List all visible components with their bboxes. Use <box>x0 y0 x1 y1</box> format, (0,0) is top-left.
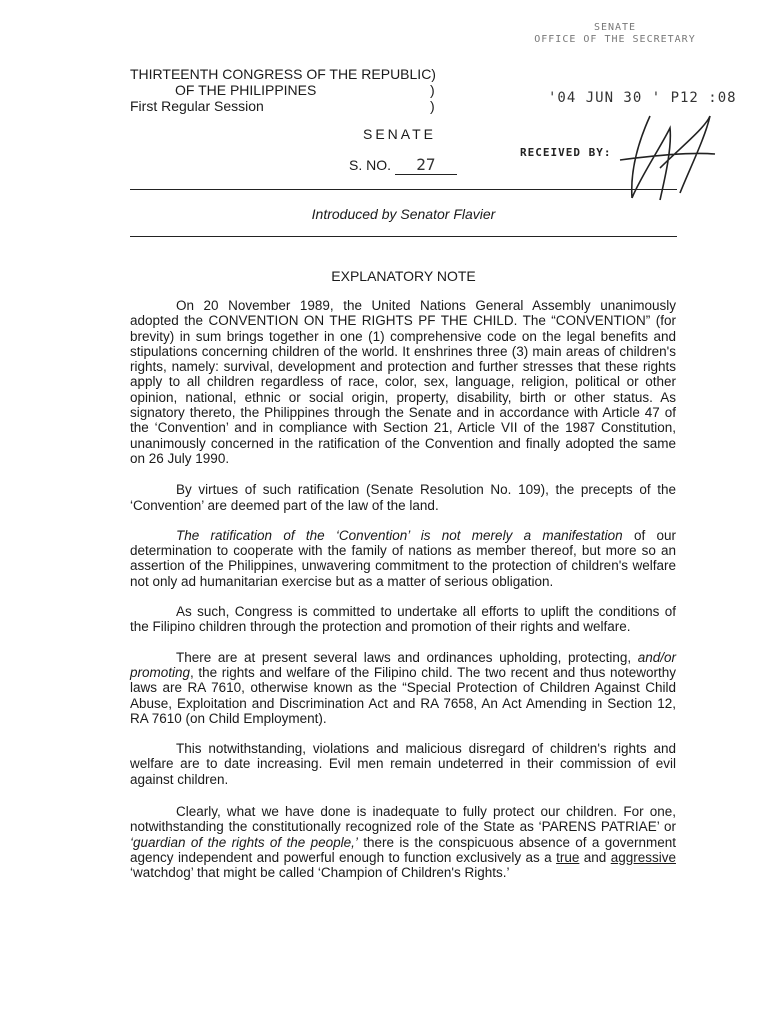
paragraph-3 <box>130 528 676 589</box>
sno-label: S. NO. <box>349 157 392 173</box>
paragraph-5 <box>130 650 676 726</box>
paragraph-7-a: Clearly, what we have done is inadequate to fully protect our children. For one, notwithstanding the constitutionally recognized role of the State as ‘PARENS PATRIAE’ or <box>130 804 676 835</box>
received-by-label: RECEIVED BY: <box>520 146 612 159</box>
paragraph-5-a: There are at present several laws and ordinances upholding, protecting, <box>176 649 638 665</box>
session-line: First Regular Session <box>130 98 264 114</box>
paragraph-4: As such, Congress is committed to undertake all efforts to uplift the conditions of the Filipino children through the protection and promotion of their rights and welfare. <box>130 604 676 635</box>
paragraph-6: This notwithstanding, violations and malicious disregard of children's rights and welfare are to date increasing. Evil men remain undeterred in their commission of evil against children. <box>130 741 676 787</box>
sno-number: 27 <box>395 155 457 175</box>
paragraph-3-rest: of our determination to cooperate with the family of nations as member thereof, but more so an assertion of the Philippines, unwavering commitment to the protection of children's welfare not only ad humanitarian exercise but as a matter of serious obligation. <box>130 527 676 589</box>
senate-bill-number <box>349 155 457 175</box>
paragraph-7-italic: ‘guardian of the rights of the people,’ <box>130 834 358 850</box>
paragraph-3-italic: The ratification of the ‘Convention’ is not merely a manifestation <box>176 527 623 543</box>
paragraph-7-d: ‘watchdog’ that might be called ‘Champion of Children's Rights.’ <box>130 865 510 881</box>
handwritten-signature <box>610 108 720 208</box>
congress-line-2: OF THE PHILIPPINES <box>175 82 317 98</box>
paragraph-1: On 20 November 1989, the United Nations General Assembly unanimously adopted the CONVENTION ON THE RIGHTS PF THE CHILD. The “CONVENTION” (for brevity) in sum brings together in one (1) comprehensive code on the legal benefits and stipulations concerning children of the world. It enshrines three (3) main areas of children's rights, namely: survival, development and protection and further stresses that these rights apply to all children regardless of race, color, sex, language, religion, political or other opinion, national, ethnic or social origin, property, disability, birth or other status. As signatory thereto, the Philippines through the Senate and in accordance with Article 47 of the ‘Convention’ and in compliance with Section 21, Article VII of the 1987 Constitution, unanimously concerned in the ratification of the Convention and finally adopted the same on 26 July 1990. <box>130 298 676 466</box>
paren-2: ) <box>430 98 435 114</box>
paragraph-7 <box>130 804 676 880</box>
document-heading: EXPLANATORY NOTE <box>331 268 476 284</box>
paragraph-5-italic: and/or promoting <box>130 649 676 680</box>
senate-title: SENATE <box>363 126 436 142</box>
divider-bottom <box>130 236 677 237</box>
stamp-date: '04 JUN 30 ' P12 :08 <box>548 90 737 106</box>
paragraph-7-b: there is the conspicuous absence of a government agency independent and powerful enough to function exclusively as a <box>130 834 677 865</box>
stamp-office-line2: OFFICE OF THE SECRETARY <box>534 34 696 45</box>
introduced-by: Introduced by Senator Flavier <box>311 206 496 222</box>
divider-top <box>130 189 677 190</box>
stamp-office-line1: SENATE <box>593 22 637 33</box>
congress-header <box>130 66 436 114</box>
paragraph-7-underline-aggressive: aggressive <box>610 849 676 865</box>
paragraph-2: By virtues of such ratification (Senate Resolution No. 109), the precepts of the ‘Convention’ are deemed part of the law of the land. <box>130 482 676 513</box>
paragraph-7-c: and <box>579 849 611 865</box>
document-body <box>130 298 676 896</box>
senate-secretary-stamp <box>525 22 705 46</box>
congress-line-1: THIRTEENTH CONGRESS OF THE REPUBLIC) <box>130 66 436 82</box>
paragraph-5-b: , the rights and welfare of the Filipino child. The two recent and thus noteworthy laws are RA 7610, otherwise known as the “Special Protection of Children Against Child Abuse, Exploitation and Discrimination Act and RA 7658, An Act Amending in Section 12, RA 7610 (on Child Employment). <box>130 664 676 726</box>
paren-1: ) <box>430 82 435 98</box>
paragraph-7-underline-true: true <box>556 849 580 865</box>
